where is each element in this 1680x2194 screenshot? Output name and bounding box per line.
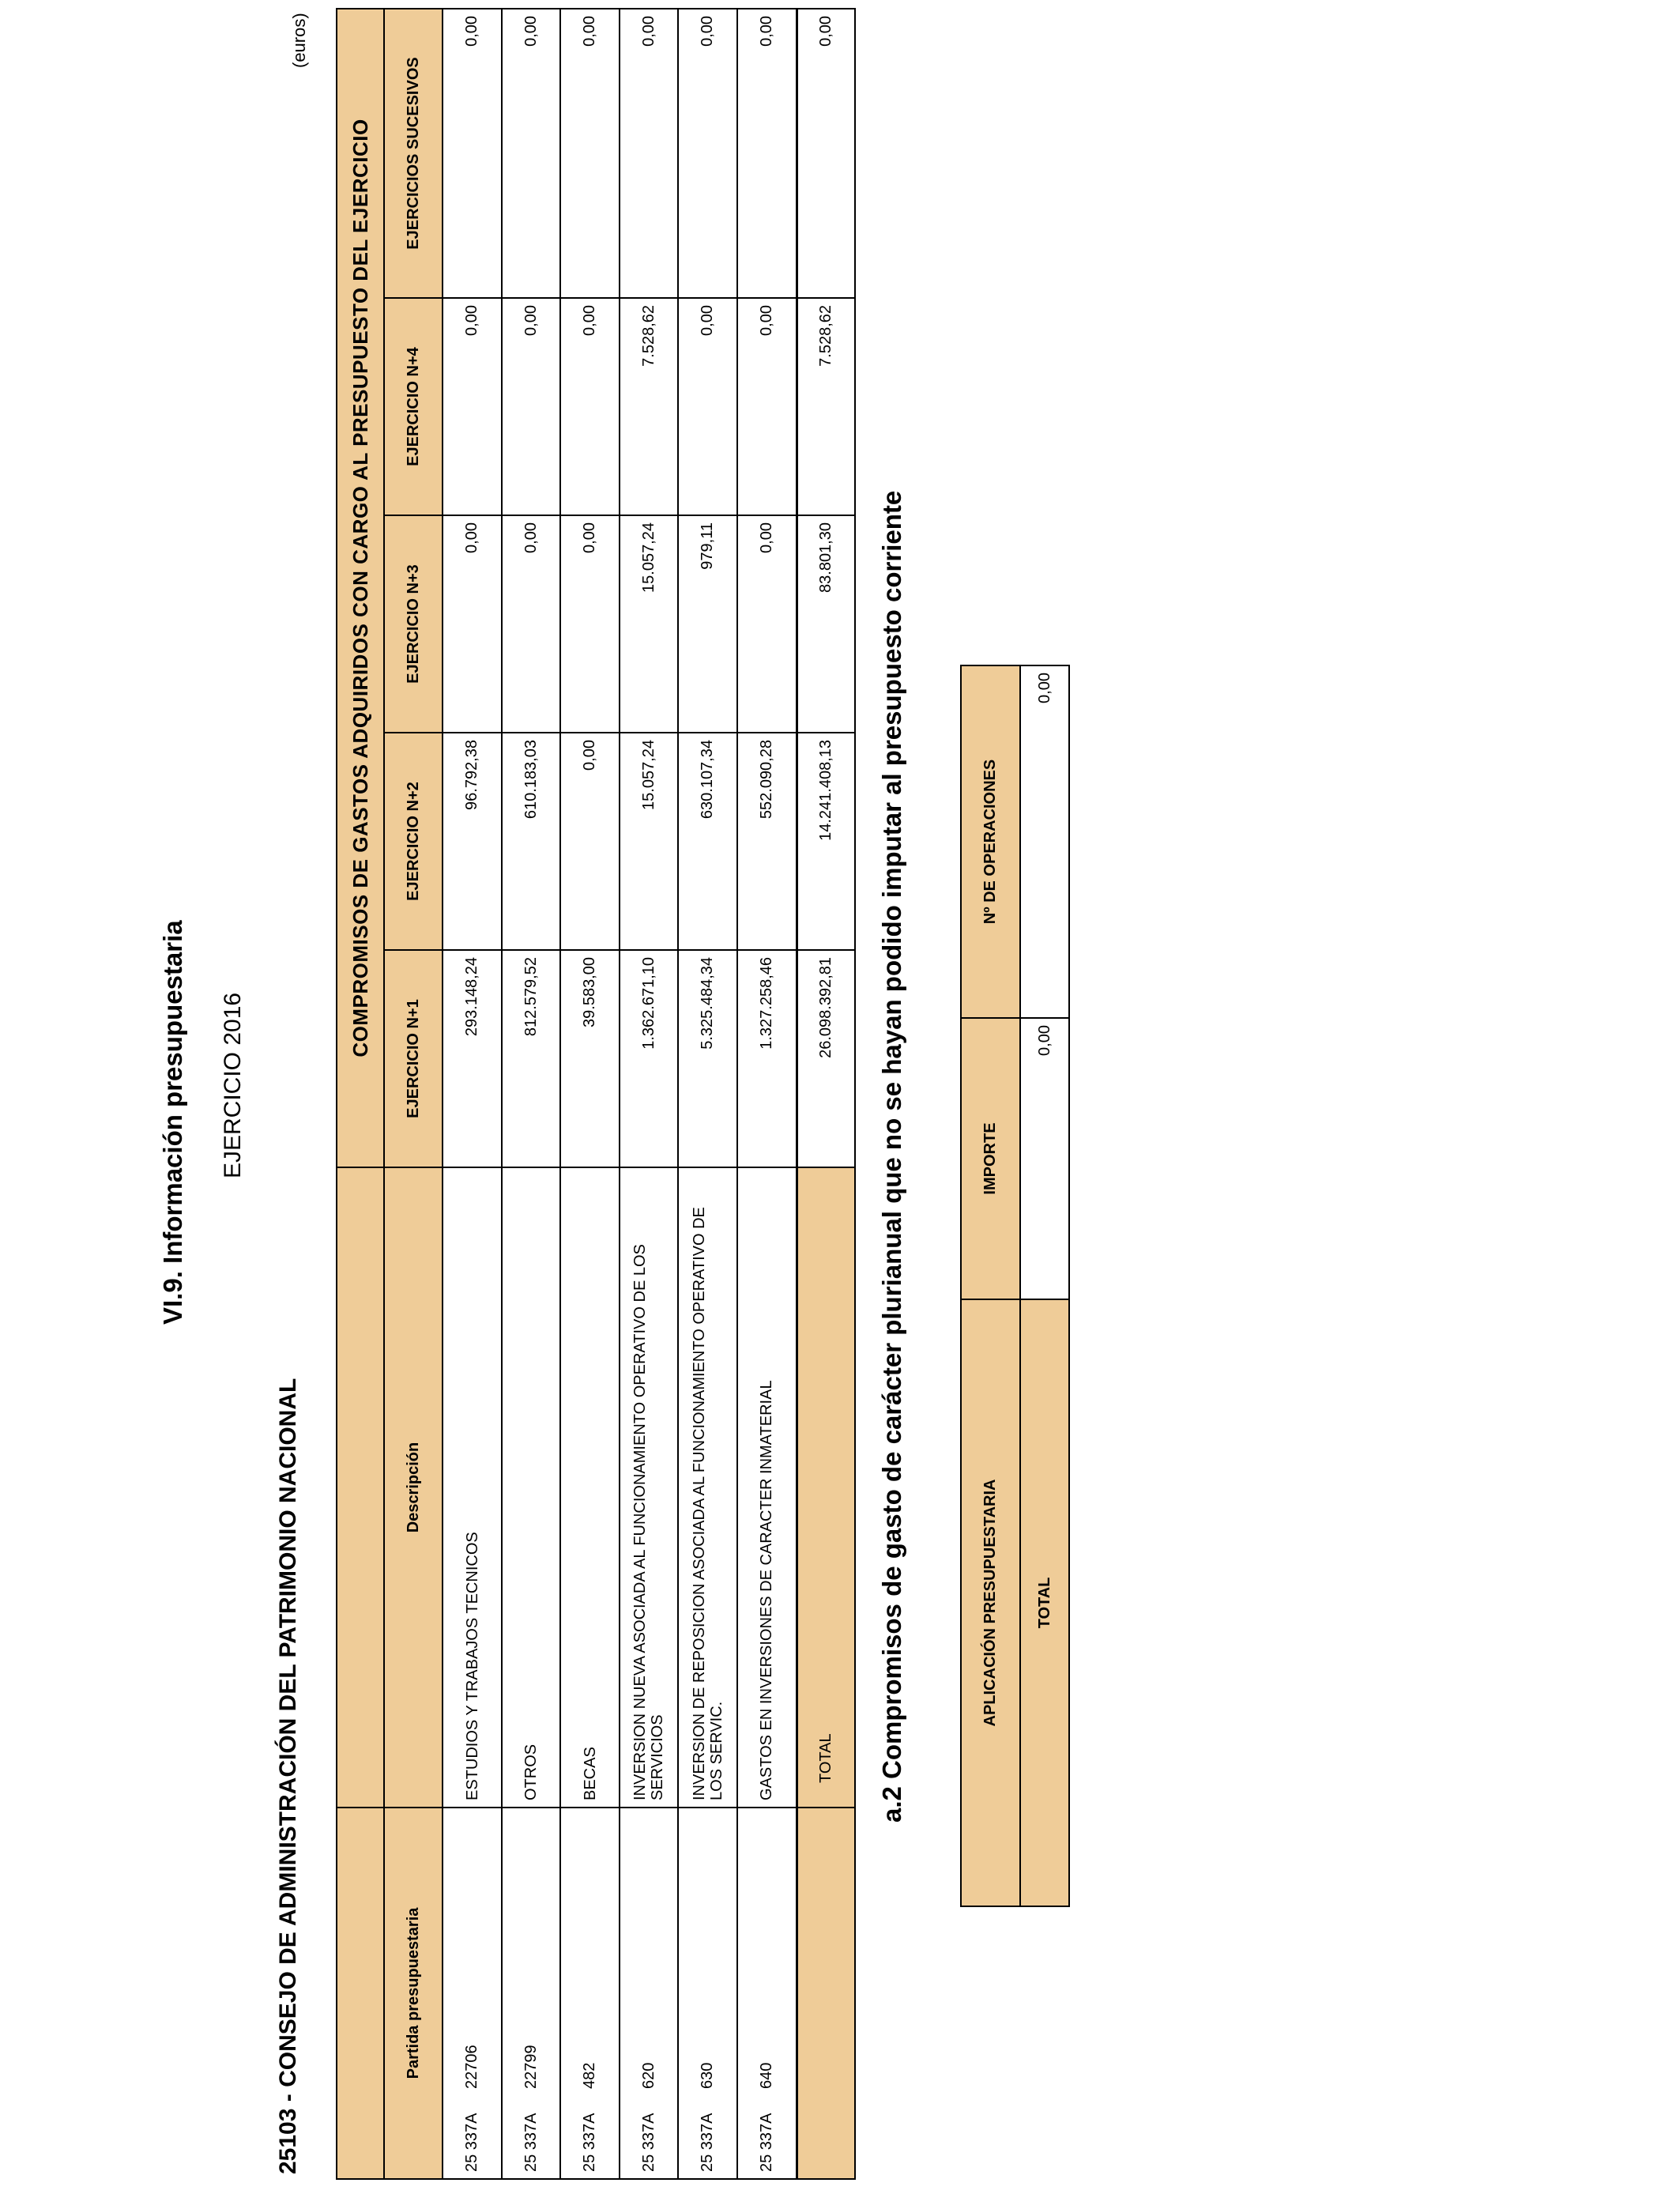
partida-program: 25 337A bbox=[699, 2113, 716, 2172]
n1-cell: 1.327.258,46 bbox=[737, 950, 797, 1167]
col-n3: EJERCICIO N+3 bbox=[384, 515, 443, 733]
n2-cell: 552.090,28 bbox=[737, 733, 797, 950]
partida-program: 25 337A bbox=[581, 2113, 598, 2172]
partida-concept: 22706 bbox=[463, 2045, 480, 2089]
n4-cell: 0,00 bbox=[737, 298, 797, 515]
group-header: COMPROMISOS DE GASTOS ADQUIRIDOS CON CARGO AL PRESUPUESTO DEL EJERCICIO bbox=[337, 9, 384, 1167]
page-subtitle: EJERCICIO 2016 bbox=[220, 992, 246, 1178]
total-n3: 83.801,30 bbox=[797, 515, 855, 733]
col-sucesivos: EJERCICIOS SUCESIVOS bbox=[384, 9, 443, 298]
table-row bbox=[678, 9, 737, 2179]
n2-cell: 610.183,03 bbox=[502, 733, 560, 950]
partida-cell bbox=[620, 1808, 678, 2179]
partida-cell bbox=[678, 1808, 737, 2179]
n3-cell: 0,00 bbox=[737, 515, 797, 733]
n3-cell: 0,00 bbox=[443, 515, 502, 733]
total-n4: 7.528,62 bbox=[797, 298, 855, 515]
descripcion-cell: OTROS bbox=[502, 1167, 560, 1808]
sucesivos-cell: 0,00 bbox=[502, 9, 560, 298]
partida-program: 25 337A bbox=[757, 2113, 775, 2172]
header-blank-1 bbox=[337, 1808, 384, 2179]
col-n2: EJERCICIO N+2 bbox=[384, 733, 443, 950]
sucesivos-cell: 0,00 bbox=[620, 9, 678, 298]
partida-concept: 482 bbox=[581, 2062, 598, 2089]
partida-concept: 640 bbox=[757, 2062, 775, 2089]
sucesivos-cell: 0,00 bbox=[737, 9, 797, 298]
descripcion-cell: GASTOS EN INVERSIONES DE CARACTER INMATERIAL bbox=[737, 1167, 797, 1808]
col-aplicacion: APLICACIÓN PRESUPUESTARIA bbox=[961, 1299, 1020, 1906]
partida-program: 25 337A bbox=[463, 2113, 480, 2172]
total-n1: 26.098.392,81 bbox=[797, 950, 855, 1167]
n1-cell: 5.325.484,34 bbox=[678, 950, 737, 1167]
total-importe: 0,00 bbox=[1020, 1018, 1069, 1299]
sucesivos-cell: 0,00 bbox=[443, 9, 502, 298]
n3-cell: 0,00 bbox=[502, 515, 560, 733]
section2-heading: a.2 Compromisos de gasto de carácter plurianual que no se hayan podido imputar al presupuesto corriente bbox=[877, 490, 906, 1823]
total-blank bbox=[797, 1808, 855, 2179]
descripcion-cell: ESTUDIOS Y TRABAJOS TECNICOS bbox=[443, 1167, 502, 1808]
descripcion-cell: BECAS bbox=[560, 1167, 620, 1808]
n3-cell: 15.057,24 bbox=[620, 515, 678, 733]
partida-cell bbox=[560, 1808, 620, 2179]
col-descripcion: Descripción bbox=[384, 1167, 443, 1808]
n3-cell: 0,00 bbox=[560, 515, 620, 733]
total-n2: 14.241.408,13 bbox=[797, 733, 855, 950]
col-operaciones: Nº DE OPERACIONES bbox=[961, 665, 1020, 1018]
n4-cell: 0,00 bbox=[560, 298, 620, 515]
total-label: TOTAL bbox=[1020, 1299, 1069, 1906]
col-n1: EJERCICIO N+1 bbox=[384, 950, 443, 1167]
header-blank-2 bbox=[337, 1167, 384, 1808]
partida-cell bbox=[443, 1808, 502, 2179]
n1-cell: 293.148,24 bbox=[443, 950, 502, 1167]
n2-cell: 96.792,38 bbox=[443, 733, 502, 950]
total-row bbox=[797, 9, 855, 2179]
partida-program: 25 337A bbox=[522, 2113, 540, 2172]
table-row bbox=[560, 9, 620, 2179]
col-partida: Partida presupuestaria bbox=[384, 1808, 443, 2179]
sucesivos-cell: 0,00 bbox=[678, 9, 737, 298]
commitments-table bbox=[336, 8, 856, 2180]
n2-cell: 15.057,24 bbox=[620, 733, 678, 950]
total-operaciones: 0,00 bbox=[1020, 665, 1069, 1018]
n2-cell: 630.107,34 bbox=[678, 733, 737, 950]
n3-cell: 979,11 bbox=[678, 515, 737, 733]
partida-concept: 630 bbox=[699, 2062, 716, 2089]
col-n4: EJERCICIO N+4 bbox=[384, 298, 443, 515]
table-row bbox=[443, 9, 502, 2179]
descripcion-cell: INVERSION NUEVA ASOCIADA AL FUNCIONAMIENTO OPERATIVO DE LOS SERVICIOS bbox=[620, 1167, 678, 1808]
n4-cell: 0,00 bbox=[502, 298, 560, 515]
units-label: (euros) bbox=[289, 13, 309, 68]
total-row bbox=[1020, 665, 1069, 1906]
page-title: VI.9. Información presupuestaria bbox=[158, 920, 187, 1325]
sucesivos-cell: 0,00 bbox=[560, 9, 620, 298]
uncommitted-table bbox=[960, 665, 1070, 1907]
partida-cell bbox=[502, 1808, 560, 2179]
partida-cell bbox=[737, 1808, 797, 2179]
n2-cell: 0,00 bbox=[560, 733, 620, 950]
n4-cell: 0,00 bbox=[443, 298, 502, 515]
partida-program: 25 337A bbox=[639, 2113, 657, 2172]
col-importe: IMPORTE bbox=[961, 1018, 1020, 1299]
entity-heading: 25103 - CONSEJO DE ADMINISTRACIÓN DEL PATRIMONIO NACIONAL bbox=[275, 1378, 301, 2174]
descripcion-cell: INVERSION DE REPOSICION ASOCIADA AL FUNCIONAMIENTO OPERATIVO DE LOS SERVIC. bbox=[678, 1167, 737, 1808]
total-label: TOTAL bbox=[797, 1167, 855, 1808]
table-row bbox=[502, 9, 560, 2179]
n1-cell: 39.583,00 bbox=[560, 950, 620, 1167]
total-sucesivos: 0,00 bbox=[797, 9, 855, 298]
partida-concept: 22799 bbox=[522, 2045, 540, 2089]
table-row bbox=[620, 9, 678, 2179]
n1-cell: 812.579,52 bbox=[502, 950, 560, 1167]
n1-cell: 1.362.671,10 bbox=[620, 950, 678, 1167]
table-row bbox=[737, 9, 797, 2179]
n4-cell: 7.528,62 bbox=[620, 298, 678, 515]
partida-concept: 620 bbox=[639, 2062, 657, 2089]
n4-cell: 0,00 bbox=[678, 298, 737, 515]
